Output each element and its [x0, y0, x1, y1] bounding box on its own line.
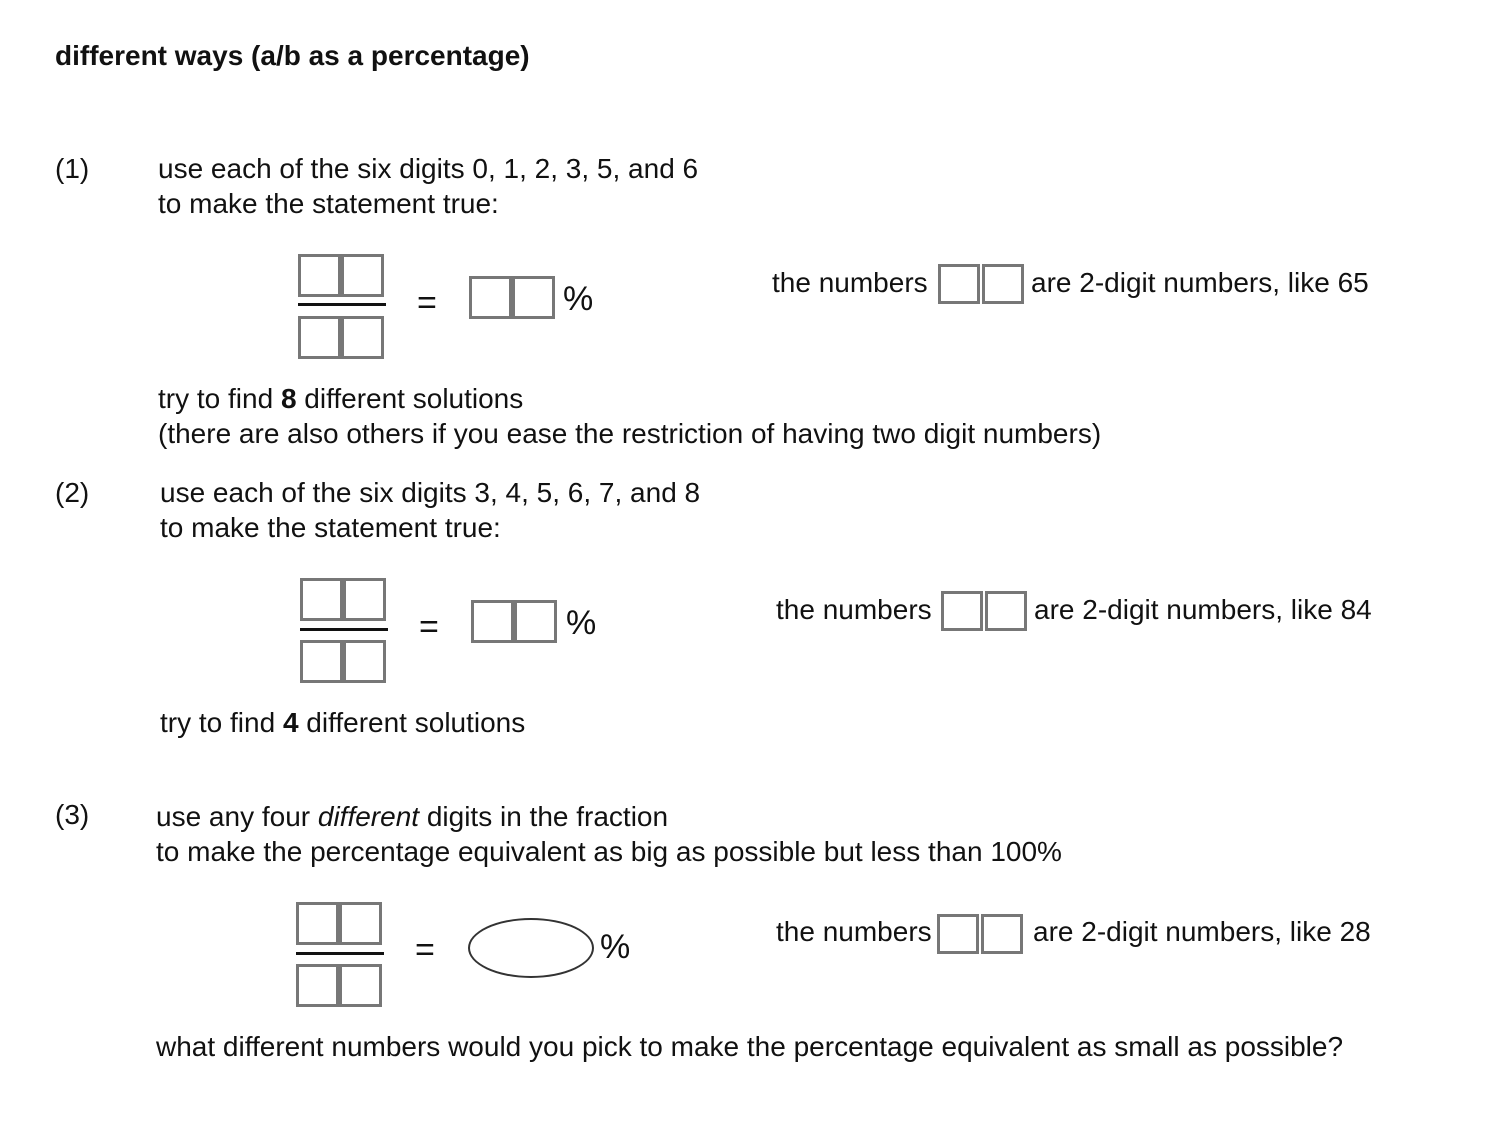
- equals-sign: =: [419, 608, 439, 646]
- instruction-line-2: to make the statement true:: [158, 188, 499, 219]
- percent-digit-box-1[interactable]: [469, 276, 512, 319]
- denominator-digit-box-1[interactable]: [296, 964, 339, 1007]
- try-instruction: [158, 383, 523, 415]
- instruction-line-1: use each of the six digits 3, 4, 5, 6, 7, and 8: [160, 477, 701, 508]
- note-prefix: the numbers: [776, 594, 932, 625]
- try-count: 8: [280, 383, 297, 414]
- percentage-answer-oval[interactable]: [468, 918, 594, 978]
- percent-digit-box-2[interactable]: [512, 276, 555, 319]
- instruction-line-2: to make the statement true:: [160, 512, 501, 543]
- note-prefix: the numbers: [776, 916, 932, 947]
- example-digit-box-2: [982, 264, 1024, 304]
- example-digit-box-2: [981, 914, 1023, 954]
- follow-up-question: what different numbers would you pick to make the percentage equivalent as small as possible?: [156, 1031, 1344, 1062]
- numerator-digit-box-1[interactable]: [298, 254, 341, 297]
- denominator-digit-box-1[interactable]: [298, 316, 341, 359]
- try-count: 4: [282, 707, 299, 738]
- percent-sign: %: [600, 928, 631, 966]
- line1-emphasis: different: [317, 801, 420, 832]
- percent-digit-box-2[interactable]: [514, 600, 557, 643]
- line1-prefix: use any four: [156, 801, 318, 832]
- extra-note: (there are also others if you ease the restriction of having two digit numbers): [158, 418, 1102, 449]
- question-number: (2): [55, 477, 90, 508]
- numerator-digit-box-2[interactable]: [343, 578, 386, 621]
- denominator-digit-box-2[interactable]: [343, 640, 386, 683]
- note-suffix: are 2-digit numbers, like 84: [1034, 594, 1372, 625]
- instruction-line-2: to make the percentage equivalent as big as possible but less than 100%: [156, 836, 1062, 867]
- question-number: (1): [55, 153, 90, 184]
- try-suffix: different solutions: [296, 383, 524, 414]
- try-prefix: try to find: [158, 383, 281, 414]
- instruction-line-1: [156, 801, 668, 833]
- line1-suffix: digits in the fraction: [419, 801, 669, 832]
- fraction-bar: [296, 952, 384, 955]
- try-suffix: different solutions: [298, 707, 526, 738]
- page-title: different ways (a/b as a percentage): [55, 40, 530, 71]
- numerator-digit-box-2[interactable]: [341, 254, 384, 297]
- try-prefix: try to find: [160, 707, 283, 738]
- numerator-digit-box-1[interactable]: [300, 578, 343, 621]
- note-prefix: the numbers: [772, 267, 928, 298]
- percent-sign: %: [563, 280, 594, 318]
- example-digit-box-1: [938, 264, 980, 304]
- fraction-bar: [298, 303, 386, 306]
- note-suffix: are 2-digit numbers, like 28: [1033, 916, 1371, 947]
- percent-sign: %: [566, 604, 597, 642]
- numerator-digit-box-1[interactable]: [296, 902, 339, 945]
- equals-sign: =: [417, 284, 437, 322]
- example-digit-box-1: [937, 914, 979, 954]
- denominator-digit-box-1[interactable]: [300, 640, 343, 683]
- question-number: (3): [55, 799, 90, 830]
- denominator-digit-box-2[interactable]: [341, 316, 384, 359]
- example-digit-box-2: [985, 591, 1027, 631]
- instruction-line-1: use each of the six digits 0, 1, 2, 3, 5, and 6: [158, 153, 699, 184]
- example-digit-box-1: [941, 591, 983, 631]
- fraction-bar: [300, 628, 388, 631]
- try-instruction: [160, 707, 525, 739]
- equals-sign: =: [415, 931, 435, 969]
- denominator-digit-box-2[interactable]: [339, 964, 382, 1007]
- numerator-digit-box-2[interactable]: [339, 902, 382, 945]
- note-suffix: are 2-digit numbers, like 65: [1031, 267, 1369, 298]
- percent-digit-box-1[interactable]: [471, 600, 514, 643]
